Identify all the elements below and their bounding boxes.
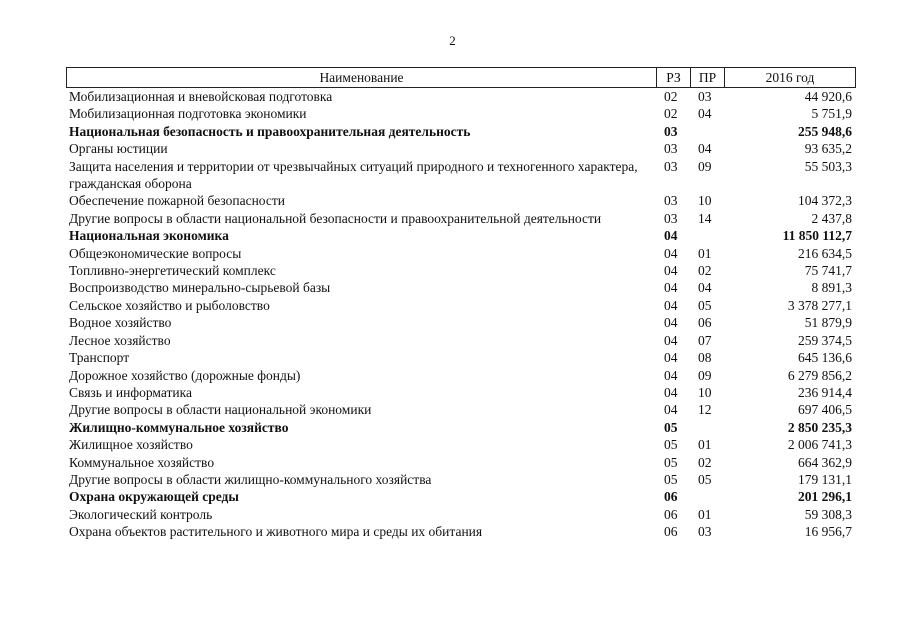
row-rz: 04 xyxy=(664,315,678,331)
row-pr: 09 xyxy=(698,367,712,383)
row-rz: 04 xyxy=(664,263,678,279)
row-rz: 04 xyxy=(664,367,678,383)
row-pr: 05 xyxy=(698,471,712,487)
row-rz: 02 xyxy=(664,89,678,104)
row-value: 201 296,1 xyxy=(798,489,852,505)
table-row xyxy=(66,401,856,418)
row-value: 645 136,6 xyxy=(798,350,852,366)
row-pr: 10 xyxy=(698,193,712,209)
row-value: 11 850 112,7 xyxy=(782,228,852,244)
row-rz: 04 xyxy=(664,350,678,366)
row-value: 8 891,3 xyxy=(811,280,852,296)
row-rz: 04 xyxy=(664,402,678,418)
row-value: 51 879,9 xyxy=(804,315,852,331)
row-pr: 04 xyxy=(698,280,712,296)
row-rz: 03 xyxy=(664,193,678,209)
table-row xyxy=(66,262,856,279)
row-rz: 05 xyxy=(664,471,678,487)
row-name: Национальная безопасность и правоохранительная деятельность xyxy=(69,123,471,139)
budget-table xyxy=(66,67,856,541)
table-body xyxy=(66,88,856,541)
row-value: 2 850 235,3 xyxy=(787,419,852,435)
row-pr: 12 xyxy=(698,402,712,418)
row-name: Обеспечение пожарной безопасности xyxy=(69,193,286,209)
row-name: Мобилизационная подготовка экономики xyxy=(69,106,307,122)
header-name: Наименование xyxy=(319,70,404,85)
row-value: 16 956,7 xyxy=(804,524,852,540)
row-name: Защита населения и территории от чрезвычайных ситуаций природного и техногенного характера, гражданская оборона xyxy=(69,158,638,192)
row-name: Органы юстиции xyxy=(69,141,168,157)
row-name: Охрана объектов растительного и животного мира и среды их обитания xyxy=(69,524,483,540)
row-name: Экологический контроль xyxy=(69,506,213,522)
row-value: 6 279 856,2 xyxy=(787,367,852,383)
row-name: Дорожное хозяйство (дорожные фонды) xyxy=(69,367,301,383)
page-number: 2 xyxy=(449,33,456,48)
row-rz: 03 xyxy=(664,210,678,226)
row-value: 2 437,8 xyxy=(811,210,852,226)
row-rz: 03 xyxy=(664,141,678,157)
row-rz: 05 xyxy=(664,437,678,453)
table-row xyxy=(66,332,856,349)
row-value: 44 920,6 xyxy=(804,89,852,104)
section-row xyxy=(66,227,856,244)
row-value: 255 948,6 xyxy=(798,123,852,139)
row-pr: 03 xyxy=(698,524,712,540)
row-pr: 10 xyxy=(698,384,712,400)
row-pr: 01 xyxy=(698,506,712,522)
row-rz: 04 xyxy=(664,245,678,261)
table-row xyxy=(66,384,856,401)
row-name: Другие вопросы в области жилищно-коммунального хозяйства xyxy=(69,471,432,487)
row-pr: 02 xyxy=(698,454,712,470)
section-row xyxy=(66,123,856,140)
table-row xyxy=(66,297,856,314)
section-row xyxy=(66,488,856,505)
row-name: Общеэкономические вопросы xyxy=(69,245,242,261)
row-name: Связь и информатика xyxy=(69,384,192,400)
row-rz: 04 xyxy=(664,332,678,348)
table-row xyxy=(66,436,856,453)
row-rz: 04 xyxy=(664,297,678,313)
row-pr: 06 xyxy=(698,315,712,331)
row-name: Воспроизводство минерально-сырьевой базы xyxy=(69,280,331,296)
row-pr: 03 xyxy=(698,89,712,104)
row-pr: 01 xyxy=(698,437,712,453)
table-row xyxy=(66,105,856,122)
row-value: 104 372,3 xyxy=(798,193,852,209)
row-pr: 08 xyxy=(698,350,712,366)
table-row xyxy=(66,245,856,262)
row-rz: 04 xyxy=(664,228,678,244)
row-value: 5 751,9 xyxy=(811,106,852,122)
row-name: Национальная экономика xyxy=(69,228,229,244)
row-value: 259 374,5 xyxy=(798,332,852,348)
table-row xyxy=(66,210,856,227)
row-rz: 05 xyxy=(664,454,678,470)
table-row xyxy=(66,506,856,523)
header-pr: ПР xyxy=(690,68,724,87)
row-pr: 04 xyxy=(698,141,712,157)
row-value: 2 006 741,3 xyxy=(787,437,852,453)
table-row xyxy=(66,471,856,488)
header-year: 2016 год xyxy=(724,68,855,87)
row-value: 179 131,1 xyxy=(798,471,852,487)
row-name: Лесное хозяйство xyxy=(69,332,171,348)
row-rz: 06 xyxy=(664,506,678,522)
row-rz: 03 xyxy=(664,158,678,174)
row-name: Водное хозяйство xyxy=(69,315,172,331)
row-rz: 02 xyxy=(664,106,678,122)
row-pr: 04 xyxy=(698,106,712,122)
row-rz: 05 xyxy=(664,419,678,435)
row-name: Жилищно-коммунальное хозяйство xyxy=(69,419,289,435)
row-value: 236 914,4 xyxy=(798,384,852,400)
row-rz: 04 xyxy=(664,280,678,296)
row-rz: 06 xyxy=(664,489,678,505)
row-pr: 09 xyxy=(698,158,712,174)
row-name: Сельское хозяйство и рыболовство xyxy=(69,297,270,313)
row-pr: 07 xyxy=(698,332,712,348)
row-value: 59 308,3 xyxy=(804,506,852,522)
row-value: 93 635,2 xyxy=(804,141,852,157)
row-name: Топливно-энергетический комплекс xyxy=(69,263,276,279)
section-row xyxy=(66,419,856,436)
table-row xyxy=(66,314,856,331)
row-name: Мобилизационная и вневойсковая подготовка xyxy=(69,89,333,104)
row-value: 216 634,5 xyxy=(798,245,852,261)
row-name: Транспорт xyxy=(69,350,130,366)
row-name: Другие вопросы в области национальной безопасности и правоохранительной деятельности xyxy=(69,210,602,226)
row-name: Жилищное хозяйство xyxy=(69,437,193,453)
row-value: 75 741,7 xyxy=(804,263,852,279)
table-row xyxy=(66,523,856,540)
table-row xyxy=(66,367,856,384)
row-pr: 05 xyxy=(698,297,712,313)
header-rz: РЗ xyxy=(656,68,690,87)
row-value: 697 406,5 xyxy=(798,402,852,418)
table-row xyxy=(66,192,856,209)
table-header xyxy=(66,67,856,88)
table-row xyxy=(66,349,856,366)
table-row xyxy=(66,279,856,296)
row-rz: 03 xyxy=(664,123,678,139)
row-pr: 01 xyxy=(698,245,712,261)
row-pr: 14 xyxy=(698,210,712,226)
table-row xyxy=(66,88,856,105)
row-value: 3 378 277,1 xyxy=(787,297,852,313)
row-rz: 04 xyxy=(664,384,678,400)
row-name: Охрана окружающей среды xyxy=(69,489,239,505)
row-value: 664 362,9 xyxy=(798,454,852,470)
table-row xyxy=(66,140,856,157)
table-row xyxy=(66,158,856,193)
row-pr: 02 xyxy=(698,263,712,279)
row-name: Коммунальное хозяйство xyxy=(69,454,215,470)
row-rz: 06 xyxy=(664,524,678,540)
table-row xyxy=(66,454,856,471)
row-name: Другие вопросы в области национальной экономики xyxy=(69,402,372,418)
row-value: 55 503,3 xyxy=(804,158,852,174)
